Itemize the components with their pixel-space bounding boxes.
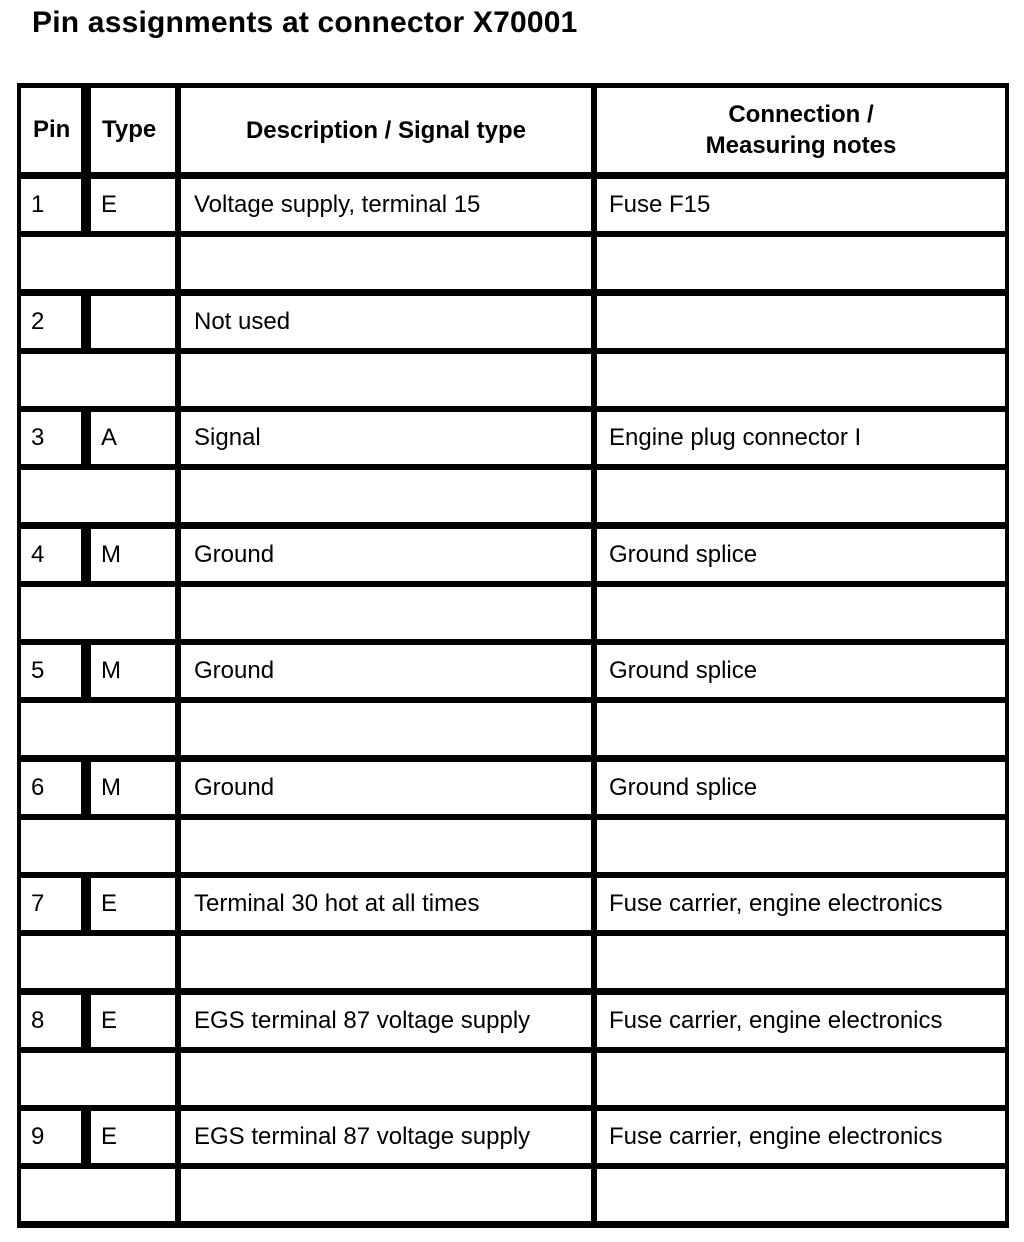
row-1-spacer-conn xyxy=(597,237,1005,289)
header-pin xyxy=(21,88,81,172)
row-5-description-text: Ground xyxy=(194,657,275,684)
header-description-label: Description / Signal type xyxy=(245,116,527,144)
header-pin-label: Pin xyxy=(33,116,71,143)
row-9-description xyxy=(181,1111,591,1163)
row-8-description xyxy=(181,995,591,1047)
row-4-pin xyxy=(21,529,81,581)
row-6-connection-text: Ground splice xyxy=(609,774,758,801)
row-6-type xyxy=(91,762,175,814)
row-8-spacer-desc xyxy=(181,1053,591,1105)
row-7-type-text: E xyxy=(101,890,118,917)
row-4-connection xyxy=(597,529,1005,581)
row-8-pin xyxy=(21,995,81,1047)
row-3-connection xyxy=(597,412,1005,464)
row-8-connection xyxy=(597,995,1005,1047)
row-9-description-text: EGS terminal 87 voltage supply xyxy=(194,1123,531,1150)
row-7-connection xyxy=(597,878,1005,930)
row-6-spacer-left xyxy=(21,820,175,872)
row-2-pin-text: 2 xyxy=(31,308,45,335)
row-3-pin xyxy=(21,412,81,464)
row-4-spacer-desc xyxy=(181,587,591,639)
row-6-description xyxy=(181,762,591,814)
row-4-type-text: M xyxy=(101,541,121,568)
row-4-connection-text: Ground splice xyxy=(609,541,758,568)
row-1-type-text: E xyxy=(101,191,118,218)
row-3-pin-text: 3 xyxy=(31,424,45,451)
row-3-connection-text: Engine plug connector I xyxy=(609,424,862,451)
row-1-type xyxy=(91,179,175,231)
row-2-spacer-left xyxy=(21,354,175,406)
row-9-spacer-desc xyxy=(181,1169,591,1221)
row-9-connection-text: Fuse carrier, engine electronics xyxy=(609,1123,943,1150)
row-2-spacer-desc xyxy=(181,354,591,406)
row-9-connection xyxy=(597,1111,1005,1163)
row-5-type-text: M xyxy=(101,657,121,684)
row-8-connection-text: Fuse carrier, engine electronics xyxy=(609,1007,943,1034)
row-8-type xyxy=(91,995,175,1047)
row-1-connection-text: Fuse F15 xyxy=(609,191,711,218)
row-7-pin xyxy=(21,878,81,930)
row-4-spacer-left xyxy=(21,587,175,639)
row-4-type xyxy=(91,529,175,581)
row-7-pin-text: 7 xyxy=(31,890,45,917)
row-7-description-text: Terminal 30 hot at all times xyxy=(194,890,480,917)
row-6-pin xyxy=(21,762,81,814)
row-9-spacer-conn xyxy=(597,1169,1005,1221)
row-1-description-text: Voltage supply, terminal 15 xyxy=(194,191,481,218)
row-6-type-text: M xyxy=(101,774,121,801)
row-4-pin-text: 4 xyxy=(31,541,45,568)
row-3-description xyxy=(181,412,591,464)
row-5-connection xyxy=(597,645,1005,697)
row-8-spacer-conn xyxy=(597,1053,1005,1105)
row-2-description-text: Not used xyxy=(194,308,291,335)
row-5-spacer-conn xyxy=(597,703,1005,755)
row-3-type-text: A xyxy=(101,424,118,451)
header-connection-line1: Connection / xyxy=(728,101,874,128)
row-5-pin xyxy=(21,645,81,697)
row-5-spacer-left xyxy=(21,703,175,755)
row-5-type xyxy=(91,645,175,697)
row-6-spacer-desc xyxy=(181,820,591,872)
row-5-description xyxy=(181,645,591,697)
row-7-connection-text: Fuse carrier, engine electronics xyxy=(609,890,943,917)
row-2-connection xyxy=(597,296,1005,348)
page-title: Pin assignments at connector X70001 xyxy=(32,6,578,39)
row-9-type-text: E xyxy=(101,1123,118,1150)
row-3-spacer-desc xyxy=(181,470,591,522)
row-7-spacer-conn xyxy=(597,936,1005,988)
row-2-type xyxy=(91,296,175,348)
header-connection-line2: Measuring notes xyxy=(705,132,897,159)
row-4-spacer-conn xyxy=(597,587,1005,639)
row-8-type-text: E xyxy=(101,1007,118,1034)
row-3-description-text: Signal xyxy=(194,424,261,451)
row-7-description xyxy=(181,878,591,930)
row-1-pin-text: 1 xyxy=(31,191,45,218)
row-1-connection xyxy=(597,179,1005,231)
header-connection xyxy=(597,88,1005,172)
row-8-description-text: EGS terminal 87 voltage supply xyxy=(194,1007,531,1034)
row-3-type xyxy=(91,412,175,464)
row-7-spacer-desc xyxy=(181,936,591,988)
row-2-pin xyxy=(21,296,81,348)
row-5-pin-text: 5 xyxy=(31,657,45,684)
row-1-description xyxy=(181,179,591,231)
row-6-pin-text: 6 xyxy=(31,774,45,801)
row-9-spacer-left xyxy=(21,1169,175,1221)
header-type-label: Type xyxy=(102,116,157,143)
row-3-spacer-conn xyxy=(597,470,1005,522)
row-5-spacer-desc xyxy=(181,703,591,755)
row-1-pin xyxy=(21,179,81,231)
row-5-connection-text: Ground splice xyxy=(609,657,758,684)
pin-assignment-table xyxy=(17,83,1009,1228)
row-9-pin-text: 9 xyxy=(31,1123,45,1150)
row-6-description-text: Ground xyxy=(194,774,275,801)
row-1-spacer-left xyxy=(21,237,175,289)
header-description xyxy=(181,88,591,172)
row-2-description xyxy=(181,296,591,348)
row-6-connection xyxy=(597,762,1005,814)
row-8-spacer-left xyxy=(21,1053,175,1105)
row-6-spacer-conn xyxy=(597,820,1005,872)
row-1-spacer-desc xyxy=(181,237,591,289)
row-7-type xyxy=(91,878,175,930)
row-7-spacer-left xyxy=(21,936,175,988)
header-type xyxy=(91,88,175,172)
row-2-spacer-conn xyxy=(597,354,1005,406)
row-8-pin-text: 8 xyxy=(31,1007,45,1034)
row-4-description-text: Ground xyxy=(194,541,275,568)
row-4-description xyxy=(181,529,591,581)
row-9-type xyxy=(91,1111,175,1163)
row-9-pin xyxy=(21,1111,81,1163)
row-3-spacer-left xyxy=(21,470,175,522)
